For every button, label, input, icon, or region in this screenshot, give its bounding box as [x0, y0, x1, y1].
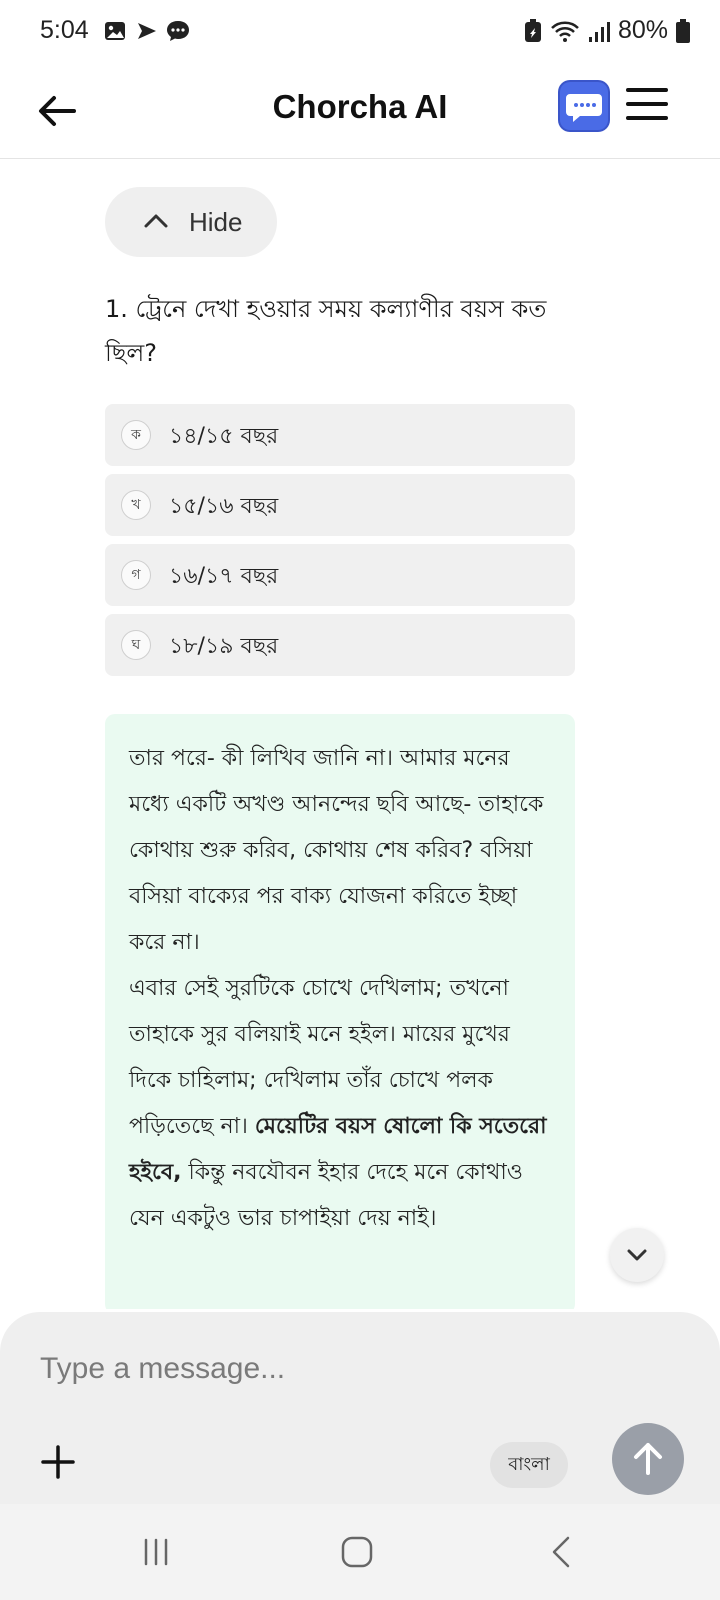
chat-content[interactable] — [0, 159, 720, 1309]
home-icon[interactable] — [339, 1534, 375, 1570]
chat-bubble-icon — [560, 82, 608, 130]
recent-apps-icon[interactable] — [138, 1534, 174, 1570]
battery-percent: 80% — [617, 16, 668, 44]
passage-highlight: মেয়েটির বয়স ষোলো কি সতেরো হইবে, — [129, 1114, 547, 1185]
arrow-up-icon — [612, 1423, 684, 1495]
status-right — [524, 16, 690, 45]
back-nav-icon[interactable] — [544, 1534, 580, 1570]
option-badge: খ — [121, 490, 151, 520]
plus-icon[interactable] — [40, 1444, 76, 1480]
wifi-icon — [550, 19, 580, 43]
send-status-icon — [136, 20, 158, 42]
chevron-down-icon — [610, 1228, 664, 1282]
passage-text — [105, 714, 575, 1242]
passage-part-1: তার পরে- কী লিখিব জানি না। আমার মনের মধ্যে একটি অখণ্ড আনন্দের ছবি আছে- তাহাকে কোথায় শুরু করিব, কোথায় শেষ করিব? বসিয়া বসিয়া বাক্যের পর বাক্য যোজনা করিতে ইচ্ছা করে না। — [129, 746, 544, 955]
menu-icon[interactable] — [626, 88, 668, 124]
language-toggle[interactable]: বাংলা — [490, 1442, 568, 1488]
option-kha[interactable] — [105, 474, 575, 536]
option-text: ১৮/১৯ বছর — [169, 634, 279, 659]
message-status-icon — [166, 20, 190, 42]
hide-button[interactable] — [105, 187, 277, 257]
system-nav-bar — [0, 1504, 720, 1600]
option-ga[interactable] — [105, 544, 575, 606]
app-header — [0, 66, 720, 159]
chat-button[interactable] — [560, 82, 608, 130]
data-saver-icon — [524, 19, 542, 43]
option-ka[interactable] — [105, 404, 575, 466]
message-input[interactable] — [40, 1352, 540, 1386]
battery-icon — [676, 19, 690, 43]
page-title: Chorcha AI — [272, 88, 448, 125]
status-time: 5:04 — [40, 16, 89, 44]
question-text: 1. ট্রেনে দেখা হওয়ার সময় কল্যাণীর বয়স কত ছিল? — [105, 295, 547, 367]
chevron-up-icon — [143, 211, 169, 229]
option-text: ১৪/১৫ বছর — [169, 424, 279, 449]
gallery-icon — [104, 20, 126, 42]
signal-icon — [588, 19, 610, 43]
passage-part-2: এবার সেই সুরটিকে চোখে দেখিলাম; তখনো তাহাকে সুর বলিয়াই মনে হইল। মায়ের মুখের দিকে চাহিলাম; দেখিলাম তাঁর চোখে পলক পড়িতেছে না। — [129, 976, 510, 1139]
option-gha[interactable] — [105, 614, 575, 676]
status-bar — [0, 0, 720, 66]
option-badge: ক — [121, 420, 151, 450]
scroll-down-button[interactable] — [610, 1228, 664, 1282]
send-button[interactable] — [612, 1423, 684, 1495]
passage-part-3: কিন্তু নবযৌবন ইহার দেহে মনে কোথাও যেন একটুও ভার চাপাইয়া দেয় নাই। — [129, 1160, 523, 1231]
option-text: ১৫/১৬ বছর — [169, 494, 279, 519]
options-list — [105, 404, 575, 684]
option-text: ১৬/১৭ বছর — [169, 564, 279, 589]
hide-button-label: Hide — [189, 207, 243, 237]
option-badge: গ — [121, 560, 151, 590]
passage-box — [105, 714, 575, 1309]
message-composer — [0, 1312, 720, 1510]
option-badge: ঘ — [121, 630, 151, 660]
